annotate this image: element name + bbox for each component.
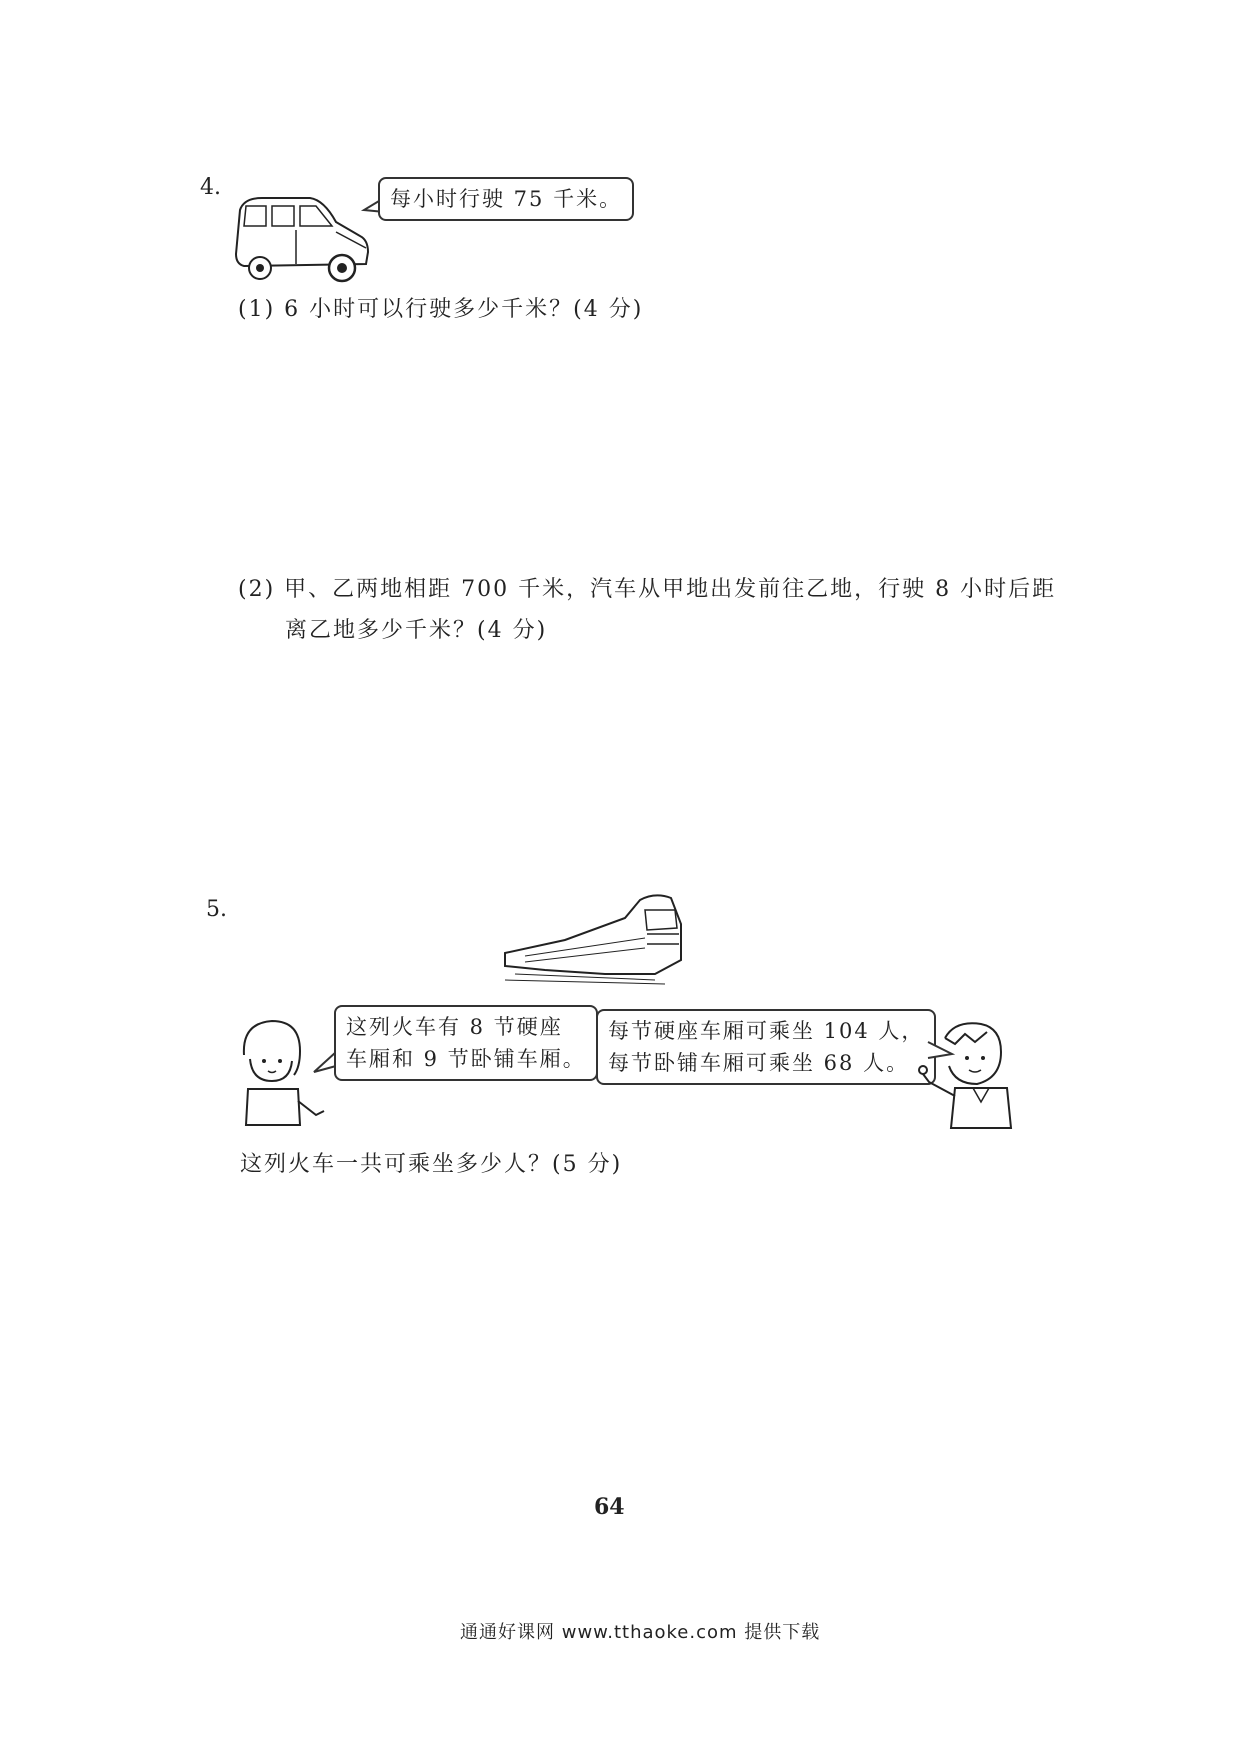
question-4-part-1: (1) 6 小时可以行驶多少千米？(4 分) — [238, 297, 644, 322]
question-5-text: 这列火车一共可乘坐多少人？(5 分) — [240, 1152, 623, 1177]
page-number: 64 — [594, 1494, 625, 1520]
boy-bubble-line-2: 每节卧铺车厢可乘坐 68 人。 — [608, 1051, 910, 1075]
footer-text: 通通好课网 www.tthaoke.com 提供下载 — [460, 1622, 821, 1643]
van-speech-bubble: 每小时行驶 75 千米。 — [378, 177, 634, 221]
question-4-part-2-line-2: 离乙地多少千米？(4 分) — [285, 618, 548, 643]
question-4-part-2-line-1: (2) 甲、乙两地相距 700 千米，汽车从甲地出发前往乙地，行驶 8 小时后距 — [238, 577, 1057, 602]
boy-bubble-line-1: 每节硬座车厢可乘坐 104 人， — [608, 1019, 925, 1043]
van-illustration — [232, 192, 372, 284]
question-4-number: 4. — [200, 175, 221, 200]
boy-speech-bubble — [596, 1009, 936, 1085]
girl-speech-bubble — [334, 1005, 598, 1081]
train-illustration — [505, 888, 685, 988]
girl-bubble-line-1: 这列火车有 8 节硬座 — [346, 1015, 563, 1039]
girl-bubble-line-2: 车厢和 9 节卧铺车厢。 — [346, 1047, 586, 1071]
boy-illustration — [915, 1018, 1025, 1138]
question-5-number: 5. — [206, 897, 227, 922]
girl-illustration — [234, 1015, 334, 1135]
